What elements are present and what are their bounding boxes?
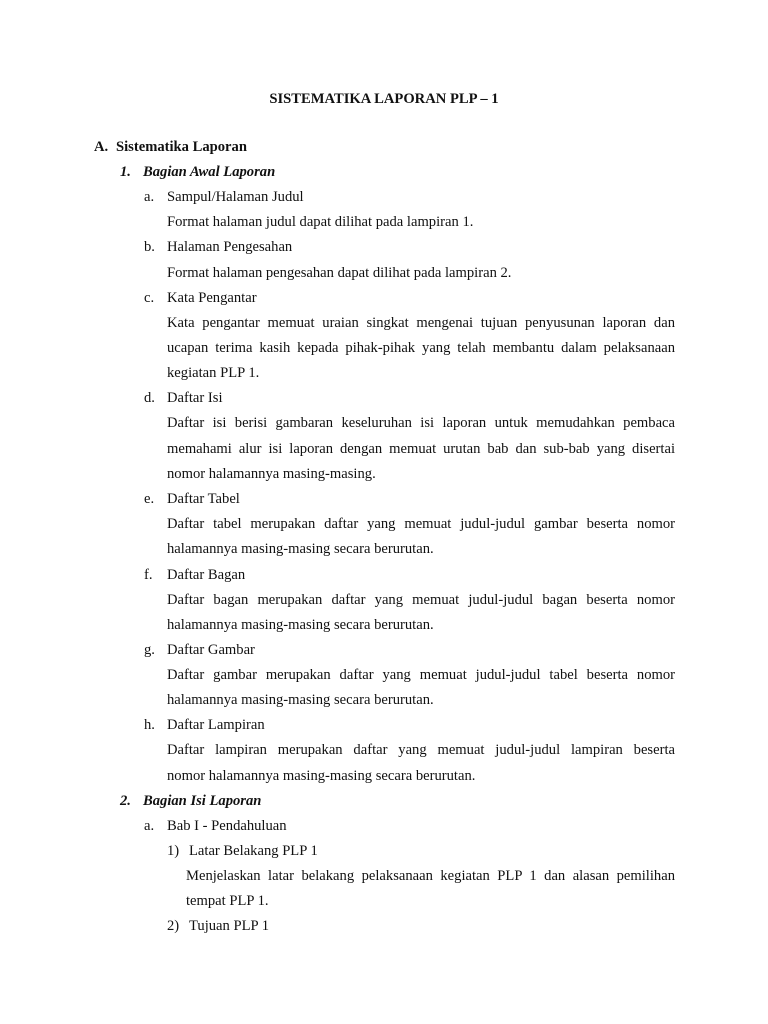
- list-item-desc: halamannya masing-masing secara berurutan.: [167, 617, 434, 633]
- sub-item-desc: tempat PLP 1.: [186, 893, 269, 909]
- list-item-marker: g.: [144, 642, 155, 658]
- subsection-heading: Bagian Awal Laporan: [143, 164, 276, 180]
- list-item-marker: f.: [144, 567, 153, 583]
- section-heading: Sistematika Laporan: [116, 139, 247, 155]
- list-item-desc: Daftar isi berisi gambaran keseluruhan isi laporan untuk memudahkan pembaca: [167, 415, 675, 431]
- sub-item-label: Latar Belakang PLP 1: [189, 843, 318, 859]
- list-item-desc: ucapan terima kasih kepada pihak-pihak yang telah membantu dalam pelaksanaan: [167, 340, 675, 356]
- list-item-label: Daftar Bagan: [167, 567, 246, 583]
- subsection-heading: Bagian Isi Laporan: [143, 793, 262, 809]
- list-item-desc: Daftar gambar merupakan daftar yang memuat judul-judul tabel beserta nomor: [167, 667, 675, 683]
- list-item-desc: Daftar bagan merupakan daftar yang memuat judul-judul bagan beserta nomor: [167, 592, 675, 608]
- list-item-label: Daftar Lampiran: [167, 717, 265, 733]
- list-item-label: Daftar Gambar: [167, 642, 255, 658]
- list-item-label: Kata Pengantar: [167, 290, 257, 306]
- list-item-desc: Format halaman judul dapat dilihat pada lampiran 1.: [167, 214, 474, 230]
- subsection-marker: 1.: [120, 164, 131, 180]
- list-item-marker: b.: [144, 239, 155, 255]
- list-item-desc: halamannya masing-masing secara berurutan.: [167, 541, 434, 557]
- list-item-label: Sampul/Halaman Judul: [167, 189, 304, 205]
- list-item-marker: a.: [144, 189, 155, 205]
- sub-item-marker: 2): [167, 918, 180, 934]
- list-item-desc: halamannya masing-masing secara berurutan.: [167, 692, 434, 708]
- document-title: SISTEMATIKA LAPORAN PLP – 1: [269, 91, 499, 107]
- list-item-label: Daftar Isi: [167, 390, 223, 406]
- list-item-desc: Daftar lampiran merupakan daftar yang memuat judul-judul lampiran beserta: [167, 742, 675, 758]
- sub-item-marker: 1): [167, 843, 180, 859]
- sub-item-desc: Menjelaskan latar belakang pelaksanaan kegiatan PLP 1 dan alasan pemilihan: [186, 868, 675, 884]
- list-item-desc: kegiatan PLP 1.: [167, 365, 260, 381]
- list-item-marker: e.: [144, 491, 155, 507]
- sub-item-label: Tujuan PLP 1: [189, 918, 270, 934]
- list-item-marker: a.: [144, 818, 155, 834]
- list-item-desc: Daftar tabel merupakan daftar yang memuat judul-judul gambar beserta nomor: [167, 516, 675, 532]
- list-item-label: Daftar Tabel: [167, 491, 240, 507]
- list-item-marker: c.: [144, 290, 155, 306]
- list-item-desc: Format halaman pengesahan dapat dilihat pada lampiran 2.: [167, 265, 512, 281]
- list-item-desc: memahami alur isi laporan dengan memuat urutan bab dan sub-bab yang disertai: [167, 441, 675, 457]
- list-item-label: Bab I - Pendahuluan: [167, 818, 287, 834]
- list-item-desc: Kata pengantar memuat uraian singkat mengenai tujuan penyusunan laporan dan: [167, 315, 675, 331]
- list-item-desc: nomor halamannya masing-masing secara berurutan.: [167, 768, 476, 784]
- section-marker: A.: [94, 139, 109, 155]
- list-item-desc: nomor halamannya masing-masing.: [167, 466, 376, 482]
- list-item-label: Halaman Pengesahan: [167, 239, 293, 255]
- list-item-marker: h.: [144, 717, 155, 733]
- subsection-marker: 2.: [120, 793, 131, 809]
- list-item-marker: d.: [144, 390, 155, 406]
